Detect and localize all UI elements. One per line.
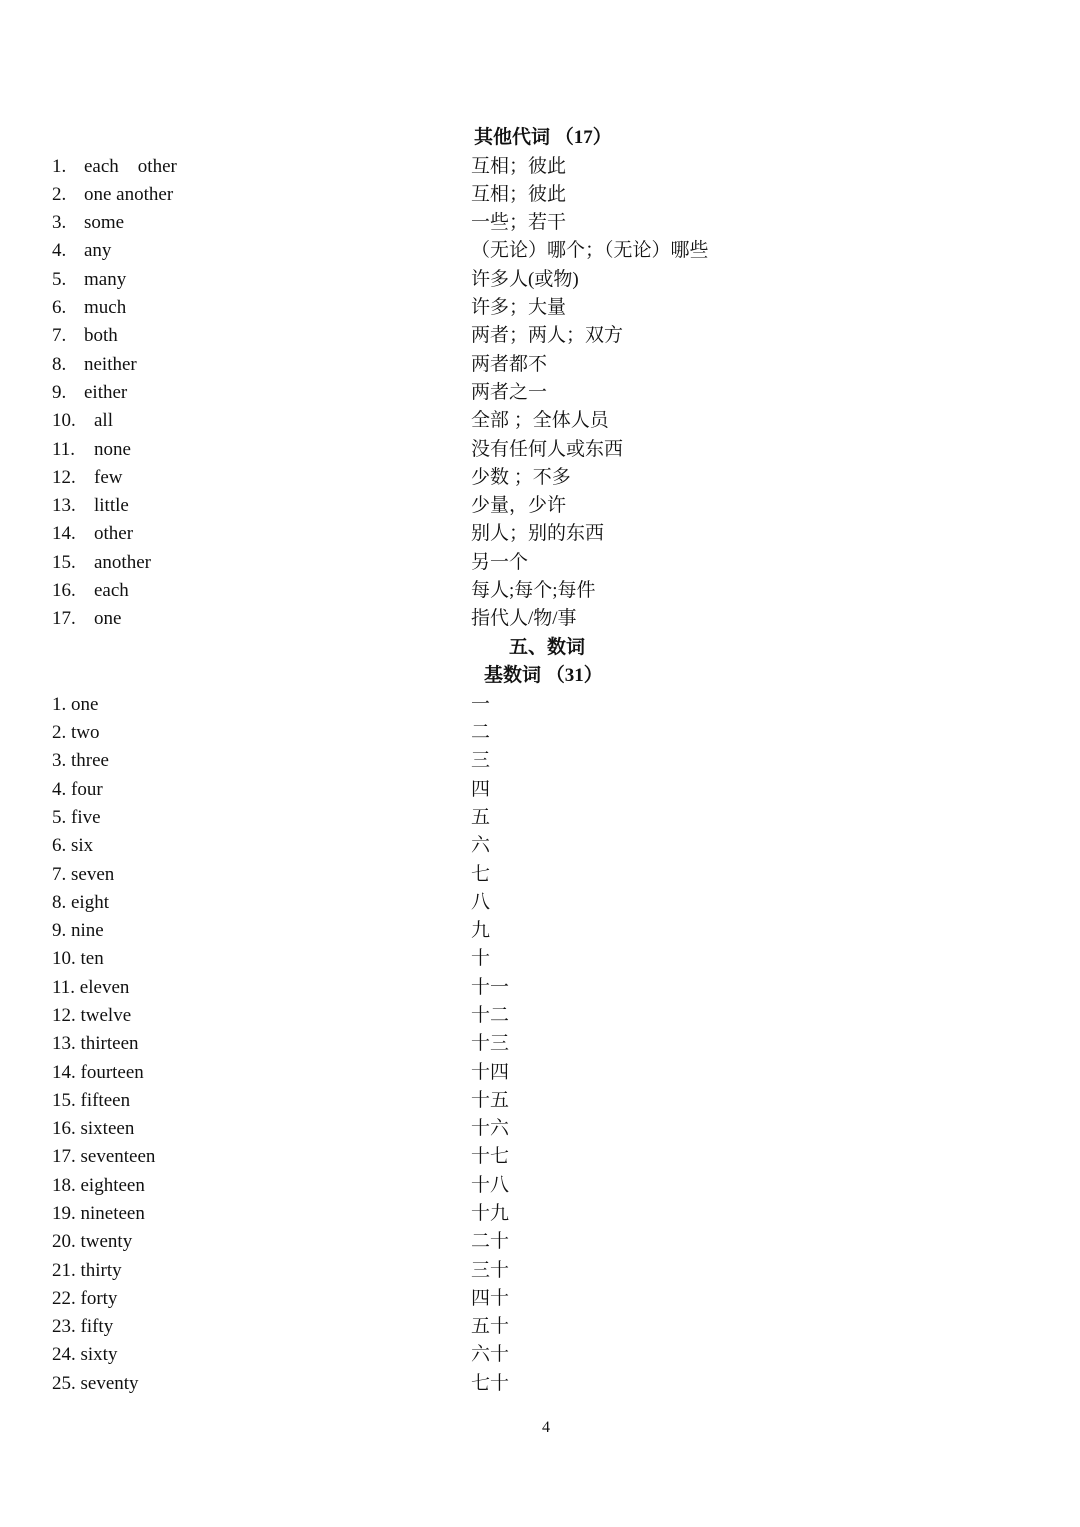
chinese-meaning: 十 [471, 948, 491, 969]
list-item [0, 1143, 1080, 1171]
item-number: 14. [52, 523, 76, 544]
chinese-meaning: 五 [471, 807, 491, 828]
list-item [0, 577, 1080, 605]
list-item [0, 492, 1080, 520]
chinese-meaning: 六 [471, 835, 491, 856]
english-term: 3. three [52, 750, 109, 771]
chinese-meaning: 四 [471, 779, 491, 800]
english-term: 11. eleven [52, 977, 130, 998]
english-term: one [94, 608, 122, 629]
item-number: 10. [52, 410, 76, 431]
chinese-meaning: 全部 ；全体人员 [471, 410, 609, 431]
list-item [0, 1002, 1080, 1030]
chinese-meaning: 少量，少许 [471, 495, 567, 516]
english-term: either [84, 382, 128, 403]
list-item [0, 436, 1080, 464]
english-term: neither [84, 354, 137, 375]
english-term: 9. nine [52, 920, 104, 941]
english-term: 2. two [52, 722, 100, 743]
list-item [0, 691, 1080, 719]
list-item [0, 1115, 1080, 1143]
english-term: all [94, 410, 113, 431]
list-item [0, 889, 1080, 917]
english-term: one another [84, 184, 174, 205]
list-item [0, 861, 1080, 889]
item-number: 9. [52, 382, 67, 403]
list-item [0, 776, 1080, 804]
english-term: 1. one [52, 694, 99, 715]
english-term: 4. four [52, 779, 103, 800]
list-item [0, 1059, 1080, 1087]
list-item [0, 266, 1080, 294]
chinese-meaning: 互相；彼此 [471, 156, 567, 177]
list-item [0, 1030, 1080, 1058]
english-term: 19. nineteen [52, 1203, 145, 1224]
chinese-meaning: 一些；若干 [471, 212, 567, 233]
chinese-meaning: 许多；大量 [471, 297, 567, 318]
list-item [0, 1228, 1080, 1256]
list-item [0, 1313, 1080, 1341]
english-term: 22. forty [52, 1288, 118, 1309]
list-item [0, 181, 1080, 209]
item-number: 1. [52, 156, 67, 177]
chinese-meaning: 四十 [471, 1288, 510, 1309]
chinese-meaning: 许多人(或物) [471, 269, 579, 290]
english-term: 24. sixty [52, 1344, 118, 1365]
item-number: 3. [52, 212, 67, 233]
english-term: 18. eighteen [52, 1175, 145, 1196]
item-number: 2. [52, 184, 67, 205]
chinese-meaning: 十三 [471, 1033, 510, 1054]
list-item [0, 1172, 1080, 1200]
english-term: 14. fourteen [52, 1062, 144, 1083]
list-item [0, 1257, 1080, 1285]
english-term: 15. fifteen [52, 1090, 131, 1111]
chinese-meaning: 两者都不 [471, 354, 548, 375]
chinese-meaning: 十一 [471, 977, 510, 998]
chinese-meaning: 三 [471, 750, 491, 771]
chinese-meaning: 十五 [471, 1090, 510, 1111]
english-term: 13. thirteen [52, 1033, 139, 1054]
english-term: 5. five [52, 807, 101, 828]
english-term: 6. six [52, 835, 94, 856]
item-number: 17. [52, 608, 76, 629]
list-item [0, 464, 1080, 492]
list-item [0, 1341, 1080, 1369]
chinese-meaning: 六十 [471, 1344, 510, 1365]
list-item [0, 605, 1080, 633]
chinese-meaning: 别人；别的东西 [471, 523, 605, 544]
list-item [0, 945, 1080, 973]
chinese-meaning: 指代人/物/事 [471, 608, 577, 629]
item-number: 8. [52, 354, 67, 375]
english-term: each other [84, 156, 177, 177]
english-term: any [84, 240, 112, 261]
english-term: many [84, 269, 127, 290]
chinese-meaning: 另一个 [471, 552, 529, 573]
item-number: 11. [52, 439, 76, 460]
list-item [0, 209, 1080, 237]
chinese-meaning: 五十 [471, 1316, 510, 1337]
list-item [0, 804, 1080, 832]
english-term: some [84, 212, 125, 233]
english-term: 8. eight [52, 892, 109, 913]
chinese-meaning: 两者之一 [471, 382, 548, 403]
item-number: 5. [52, 269, 67, 290]
english-term: 16. sixteen [52, 1118, 135, 1139]
list-item [0, 747, 1080, 775]
list-item [0, 1087, 1080, 1115]
list-item [0, 379, 1080, 407]
list-item [0, 974, 1080, 1002]
list-item [0, 1370, 1080, 1398]
chinese-meaning: 两者；两人；双方 [471, 325, 624, 346]
item-number: 13. [52, 495, 76, 516]
item-number: 7. [52, 325, 67, 346]
list-item [0, 1200, 1080, 1228]
list-item [0, 1285, 1080, 1313]
item-number: 12. [52, 467, 76, 488]
chinese-meaning: 十七 [471, 1146, 510, 1167]
english-term: none [94, 439, 131, 460]
chinese-meaning: 九 [471, 920, 491, 941]
chinese-meaning: 二 [471, 722, 491, 743]
english-term: 20. twenty [52, 1231, 133, 1252]
chinese-meaning: 七十 [471, 1373, 510, 1394]
english-term: 21. thirty [52, 1260, 122, 1281]
english-term: 25. seventy [52, 1373, 139, 1394]
chinese-meaning: 一 [471, 694, 491, 715]
list-item [0, 917, 1080, 945]
english-term: another [94, 552, 151, 573]
list-item [0, 520, 1080, 548]
english-term: 17. seventeen [52, 1146, 156, 1167]
chinese-meaning: 少数 ；不多 [471, 467, 571, 488]
page-number: 4 [542, 1419, 550, 1436]
english-term: each [94, 580, 129, 601]
pronouns-heading: 其他代词 （17） [474, 127, 612, 148]
list-item [0, 153, 1080, 181]
chinese-meaning: （无论）哪个；（无论）哪些 [471, 240, 709, 261]
list-item [0, 407, 1080, 435]
item-number: 16. [52, 580, 76, 601]
chinese-meaning: 三十 [471, 1260, 510, 1281]
chinese-meaning: 十六 [471, 1118, 510, 1139]
list-item [0, 719, 1080, 747]
chinese-meaning: 十二 [471, 1005, 510, 1026]
chinese-meaning: 八 [471, 892, 491, 913]
chinese-meaning: 没有任何人或东西 [471, 439, 624, 460]
english-term: both [84, 325, 118, 346]
english-term: few [94, 467, 123, 488]
list-item [0, 322, 1080, 350]
chinese-meaning: 十四 [471, 1062, 510, 1083]
numerals-section-title: 五、数词 [509, 637, 586, 658]
chinese-meaning: 每人;每个;每件 [471, 580, 596, 601]
item-number: 4. [52, 240, 67, 261]
chinese-meaning: 互相；彼此 [471, 184, 567, 205]
english-term: little [94, 495, 129, 516]
item-number: 15. [52, 552, 76, 573]
list-item [0, 549, 1080, 577]
list-item [0, 832, 1080, 860]
english-term: 7. seven [52, 864, 115, 885]
english-term: 12. twelve [52, 1005, 132, 1026]
chinese-meaning: 七 [471, 864, 491, 885]
item-number: 6. [52, 297, 67, 318]
chinese-meaning: 十九 [471, 1203, 510, 1224]
english-term: much [84, 297, 127, 318]
list-item [0, 351, 1080, 379]
list-item [0, 294, 1080, 322]
cardinal-numbers-heading: 基数词 （31） [484, 665, 603, 686]
list-item [0, 237, 1080, 265]
english-term: other [94, 523, 134, 544]
chinese-meaning: 十八 [471, 1175, 510, 1196]
english-term: 23. fifty [52, 1316, 114, 1337]
chinese-meaning: 二十 [471, 1231, 510, 1252]
english-term: 10. ten [52, 948, 104, 969]
